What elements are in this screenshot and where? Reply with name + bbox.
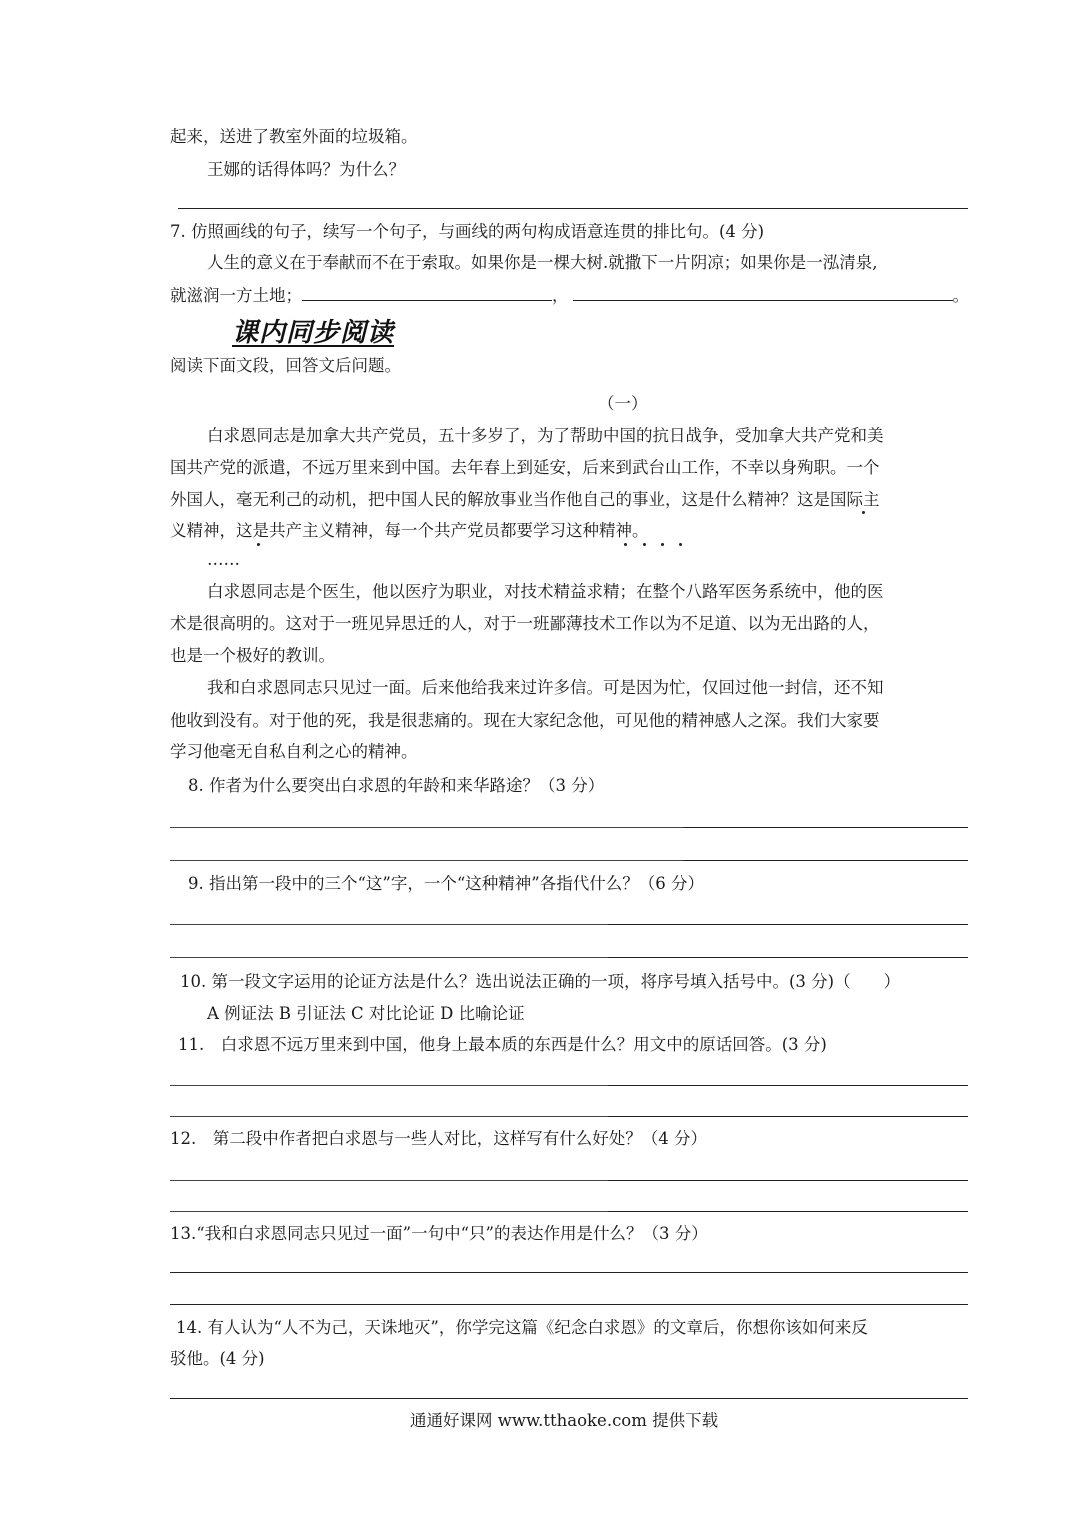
section-title: 课内同步阅读 xyxy=(232,318,395,348)
answer-line[interactable] xyxy=(683,827,968,828)
q7-sentence-start: 就滋润一方土地； xyxy=(170,286,302,305)
emphasis-dot xyxy=(661,543,664,546)
passage-p2-line-3: 也是一个极好的教训。 xyxy=(170,646,335,665)
question-14-line-2: 驳他。(4 分) xyxy=(170,1349,265,1368)
emphasis-dot xyxy=(624,543,627,546)
answer-line[interactable] xyxy=(608,957,968,958)
answer-line[interactable] xyxy=(608,1085,968,1086)
answer-line[interactable] xyxy=(170,1211,610,1212)
passage-p1-line-2: 国共产党的派遣，不远万里来到中国。去年春上到延安，后来到武台山工作，不幸以身殉职。一个 xyxy=(170,458,880,477)
question-8: 8. 作者为什么要突出白求恩的年龄和来华路途？（3 分） xyxy=(188,776,605,795)
q7-comma: ， xyxy=(552,286,569,305)
emphasis-dot xyxy=(257,543,260,546)
reading-instruction: 阅读下面文段，回答文后问题。 xyxy=(170,356,401,375)
answer-line[interactable] xyxy=(170,1116,610,1117)
q7-sentence-line-2 xyxy=(170,286,969,306)
emphasis-dot xyxy=(643,543,646,546)
emphasis-dot xyxy=(862,511,865,514)
answer-line[interactable] xyxy=(170,1180,610,1181)
q7-sentence-line-1: 人生的意义在于奉献而不在于索取。如果你是一棵大树.就撒下一片阴凉；如果你是一泓清泉, xyxy=(207,253,878,272)
answer-line[interactable] xyxy=(608,924,968,925)
question-12: 12. 第二段中作者把白求恩与一些人对比，这样写有什么好处？（4 分） xyxy=(170,1129,707,1148)
answer-line[interactable] xyxy=(178,208,968,209)
question-13: 13.“我和白求恩同志只见过一面”一句中“只”的表达作用是什么？（3 分） xyxy=(170,1224,708,1243)
answer-line[interactable] xyxy=(170,1304,968,1305)
answer-line[interactable] xyxy=(608,1211,968,1212)
passage-p1-line-3: 外国人，毫无利己的动机，把中国人民的解放事业当作他自己的事业，这是什么精神？这是国际主 xyxy=(170,490,880,509)
passage-p1-line-1: 白求恩同志是加拿大共产党员，五十多岁了，为了帮助中国的抗日战争，受加拿大共产党和美 xyxy=(207,426,884,445)
passage-p3-line-1: 我和白求恩同志只见过一面。后来他给我来过许多信。可是因为忙，仅回过他一封信，还不知 xyxy=(207,678,884,697)
answer-line[interactable] xyxy=(608,1180,968,1181)
answer-line[interactable] xyxy=(683,860,968,861)
passage-p1-line-4: 义精神，这是共产主义精神，每一个共产党员都要学习这种精神。 xyxy=(170,521,649,540)
answer-line[interactable] xyxy=(170,1398,968,1399)
answer-line[interactable] xyxy=(170,957,610,958)
intro-question: 王娜的话得体吗？为什么？ xyxy=(207,160,405,179)
question-14-line-1: 14. 有人认为“人不为己，天诛地灭”，你学完这篇《纪念白求恩》的文章后，你想你该如何来反 xyxy=(176,1318,868,1337)
passage-ellipsis: …… xyxy=(207,550,240,569)
q7-period: 。 xyxy=(952,286,969,305)
q7-blank-1[interactable] xyxy=(302,286,552,301)
answer-line[interactable] xyxy=(170,860,685,861)
passage-p2-line-2: 术是很高明的。这对于一班见异思迁的人，对于一班鄙薄技术工作以为不足道、以为无出路的人， xyxy=(170,614,880,633)
question-10: 10. 第一段文字运用的论证方法是什么？选出说法正确的一项，将序号填入括号中。(3 分)（ ） xyxy=(180,972,901,991)
question-9: 9. 指出第一段中的三个“这”字，一个“这种精神”各指代什么？（6 分） xyxy=(188,874,704,893)
passage-p3-line-3: 学习他毫无自私自利之心的精神。 xyxy=(170,742,418,761)
intro-line-1: 起来，送进了教室外面的垃圾箱。 xyxy=(170,127,418,146)
question-7: 7. 仿照画线的句子，续写一个句子，与画线的两句构成语意连贯的排比句。(4 分) xyxy=(170,222,765,241)
answer-line[interactable] xyxy=(170,1085,610,1086)
answer-line[interactable] xyxy=(170,924,610,925)
q7-blank-2[interactable] xyxy=(573,286,953,301)
passage-part-label: （一） xyxy=(598,394,648,413)
page-footer: 通通好课网 www.tthaoke.com 提供下载 xyxy=(410,1411,719,1430)
passage-p3-line-2: 他收到没有。对于他的死，我是很悲痛的。现在大家纪念他，可见他的精神感人之深。我们大家要 xyxy=(170,711,880,730)
q10-options: A 例证法 B 引证法 C 对比论证 D 比喻论证 xyxy=(207,1004,525,1023)
answer-line[interactable] xyxy=(170,827,685,828)
answer-line[interactable] xyxy=(170,1272,968,1273)
emphasis-dot xyxy=(679,543,682,546)
answer-line[interactable] xyxy=(608,1116,968,1117)
passage-p2-line-1: 白求恩同志是个医生，他以医疗为职业，对技术精益求精；在整个八路军医务系统中，他的医 xyxy=(207,582,884,601)
question-11: 11. 白求恩不远万里来到中国，他身上最本质的东西是什么？用文中的原话回答。(3 分) xyxy=(178,1035,827,1054)
